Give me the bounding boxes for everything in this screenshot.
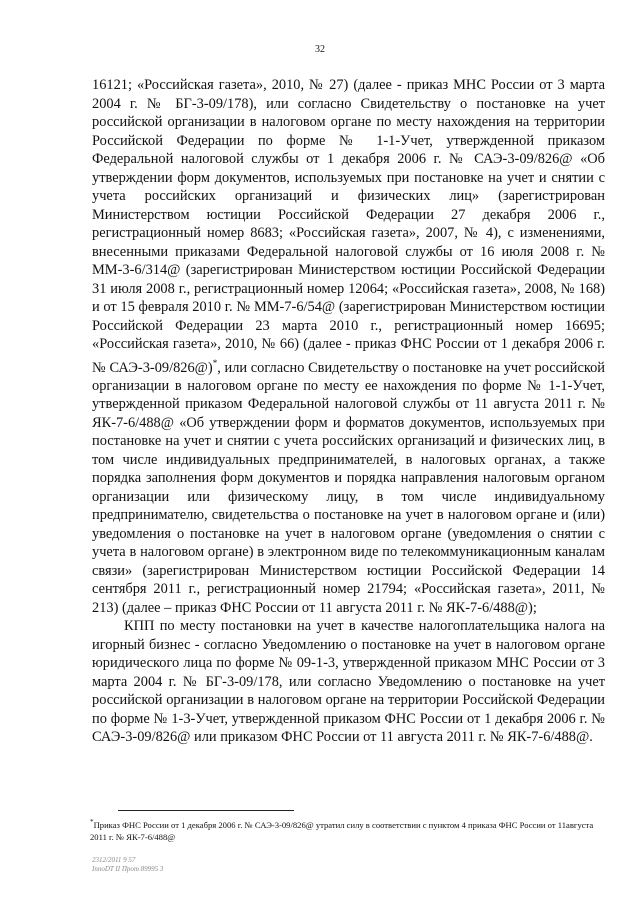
footnote xyxy=(90,816,605,844)
document-stamp xyxy=(92,856,163,874)
stamp-line: 2312/2011 9 57 xyxy=(92,856,136,864)
footnote-marker: * xyxy=(90,818,94,826)
paragraph-kpp: КПП по месту постановки на учет в качестве налогоплательщика налога на игорный бизнес - согласно Уведомлению о постановке на учет в налоговом органе юридического лица по форме № 09-1-3, утвержденной приказом МНС России от 3 марта 2004 г. № БГ-3-09/178, или согласно Уведомлению о постановке на учет российской организации в налоговом органе на территории Российской Федерации по форме № 1-3-Учет, утвержденной приказом ФНС России от 1 декабря 2006 г. № САЭ-3-09/826@ или приказом ФНС России от 11 августа 2011 г. № ЯК-7-6/488@. xyxy=(92,618,605,746)
paragraph-text: 16121; «Российская газета», 2010, № 27) (далее - приказ МНС России от 3 марта 2004 г. № БГ-3-09/178), или согласно Свидетельству о постановке на учет российской организации в налоговом органе по месту нахождения на территории Российской Федерации по форме № 1-1-Учет, утвержденной приказом Федеральной налоговой службы от 1 декабря 2006 г. № САЭ-3-09/826@ «Об утверждении форм документов, используемых при постановке на учет и снятии с учета российских организаций и физических лиц» (зарегистрирован Министерством юстиции Российской Федерации 27 декабря 2006 г., регистрационный номер 8683; «Российская газета», 2007, № 4), с изменениями, внесенными приказами Федеральной налоговой службы от 16 июля 2008 г. № ММ-3-6/314@ (зарегистрирован Министерством юстиции Российской Федерации 31 июля 2008 г., регистрационный номер 12064; «Российская газета», 2008, № 168) и от 15 февраля 2010 г. № ММ-7-6/54@ (зарегистрирован Министерством юстиции Российской Федерации 23 марта 2010 г., регистрационный номер 16695; «Российская газета», 2010, № 66) (далее - приказ ФНС России от 1 декабря 2006 г. № САЭ-3-09/826@) xyxy=(92,77,605,376)
footnote-text: Приказ ФНС России от 1 декабря 2006 г. № САЭ-3-09/826@ утратил силу в соответствии с пунктом 4 приказа ФНС России от 11августа 2011 г. № ЯК-7-6/488@ xyxy=(90,819,594,843)
footnote-divider xyxy=(118,810,294,811)
stamp-line: InnoDT II Прот 89995 3 xyxy=(92,865,164,873)
paragraph-continuation xyxy=(92,76,605,617)
page-number: 32 xyxy=(315,44,325,55)
document-body xyxy=(92,76,605,747)
footnote-marker: * xyxy=(212,357,218,368)
paragraph-text-continued: , или согласно Свидетельству о постановке на учет российской организации в налоговом органе по месту ее нахождения по форме № 1-1-Учет, утвержденной приказом Федеральной налоговой службы от 11 августа 2011 г. № ЯК-7-6/488@ «Об утверждении форм и форматов документов, используемых при постановке на учет и снятии с учета российских организаций и физических лиц, в том числе индивидуальных предпринимателей, в налоговых органах, а также порядка заполнения форм документов и порядка направления налоговым органом организации или физическому лицу, в том числе индивидуальному предпринимателю, свидетельства о постановке на учет в налоговом органе и (или) уведомления о постановке на учет в налоговом органе (уведомления о снятии с учета в налоговом органе) в электронном виде по телекоммуникационным каналам связи» (зарегистрирован Министерством юстиции Российской Федерации 14 сентября 2011 г., регистрационный номер 21794; «Российская газета», 2011, № 213) (далее – приказ ФНС России от 11 августа 2011 г. № ЯК-7-6/488@); xyxy=(92,359,605,616)
